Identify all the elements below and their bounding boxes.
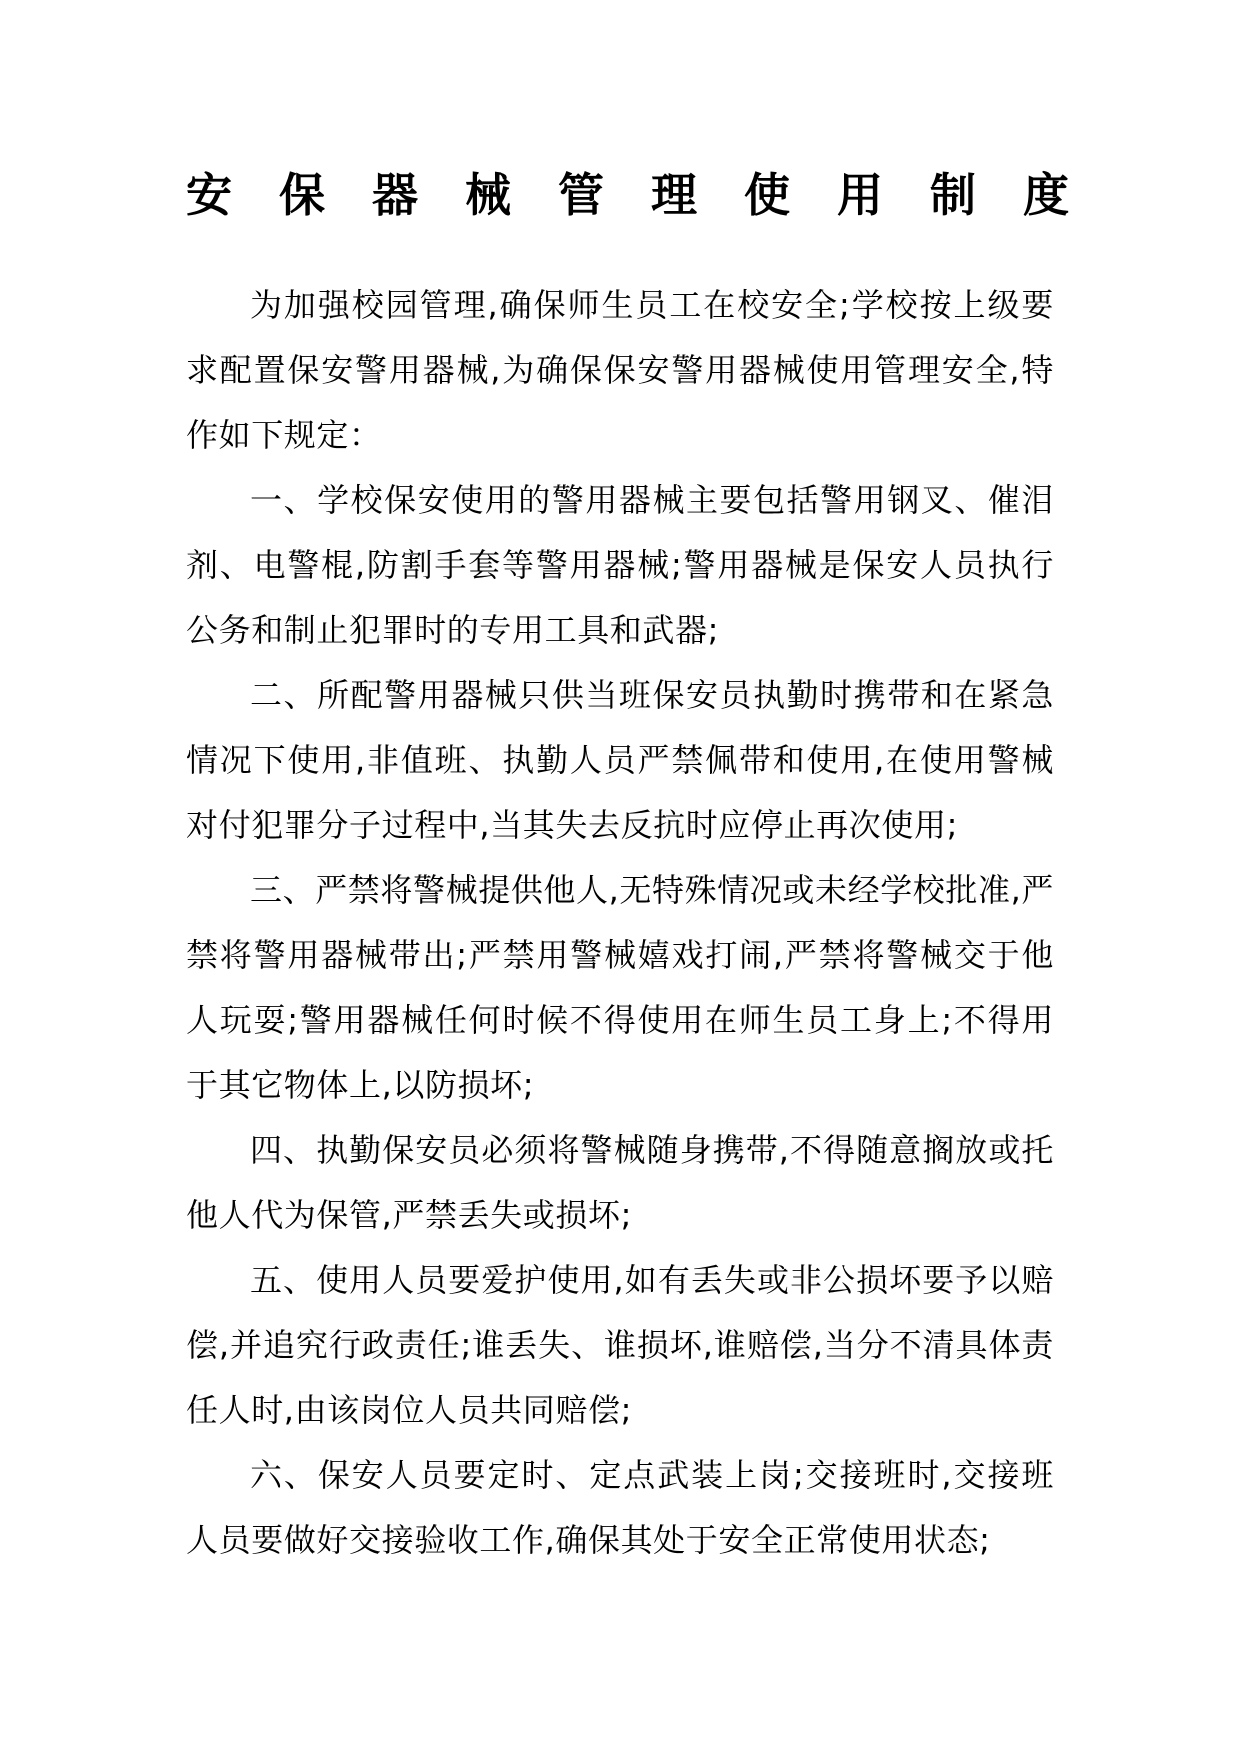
document-title: 安保器械管理使用制度 xyxy=(186,168,1116,222)
paragraph-rule-3: 三、严禁将警械提供他人,无特殊情况或未经学校批准,严禁将警用器械带出;严禁用警械嬉戏打闹,严禁将警械交于他人玩耍;警用器械任何时候不得使用在师生员工身上;不得用于其它物体上,以防损坏; xyxy=(186,871,1054,1104)
paragraph-rule-4: 四、执勤保安员必须将警械随身携带,不得随意搁放或托他人代为保管,严禁丢失或损坏; xyxy=(186,1131,1054,1234)
document-body xyxy=(186,273,1054,1573)
paragraph-rule-5: 五、使用人员要爱护使用,如有丢失或非公损坏要予以赔偿,并追究行政责任;谁丢失、谁损坏,谁赔偿,当分不清具体责任人时,由该岗位人员共同赔偿; xyxy=(186,1261,1054,1429)
paragraph-intro: 为加强校园管理,确保师生员工在校安全;学校按上级要求配置保安警用器械,为确保保安警用器械使用管理安全,特作如下规定： xyxy=(186,286,1054,454)
paragraph-rule-6: 六、保安人员要定时、定点武装上岗;交接班时,交接班人员要做好交接验收工作,确保其处于安全正常使用状态; xyxy=(186,1456,1054,1559)
paragraph-rule-2: 二、所配警用器械只供当班保安员执勤时携带和在紧急情况下使用,非值班、执勤人员严禁佩带和使用,在使用警械对付犯罪分子过程中,当其失去反抗时应停止再次使用; xyxy=(186,676,1054,844)
paragraph-rule-1: 一、学校保安使用的警用器械主要包括警用钢叉、催泪剂、电警棍,防割手套等警用器械;警用器械是保安人员执行公务和制止犯罪时的专用工具和武器; xyxy=(186,481,1054,649)
